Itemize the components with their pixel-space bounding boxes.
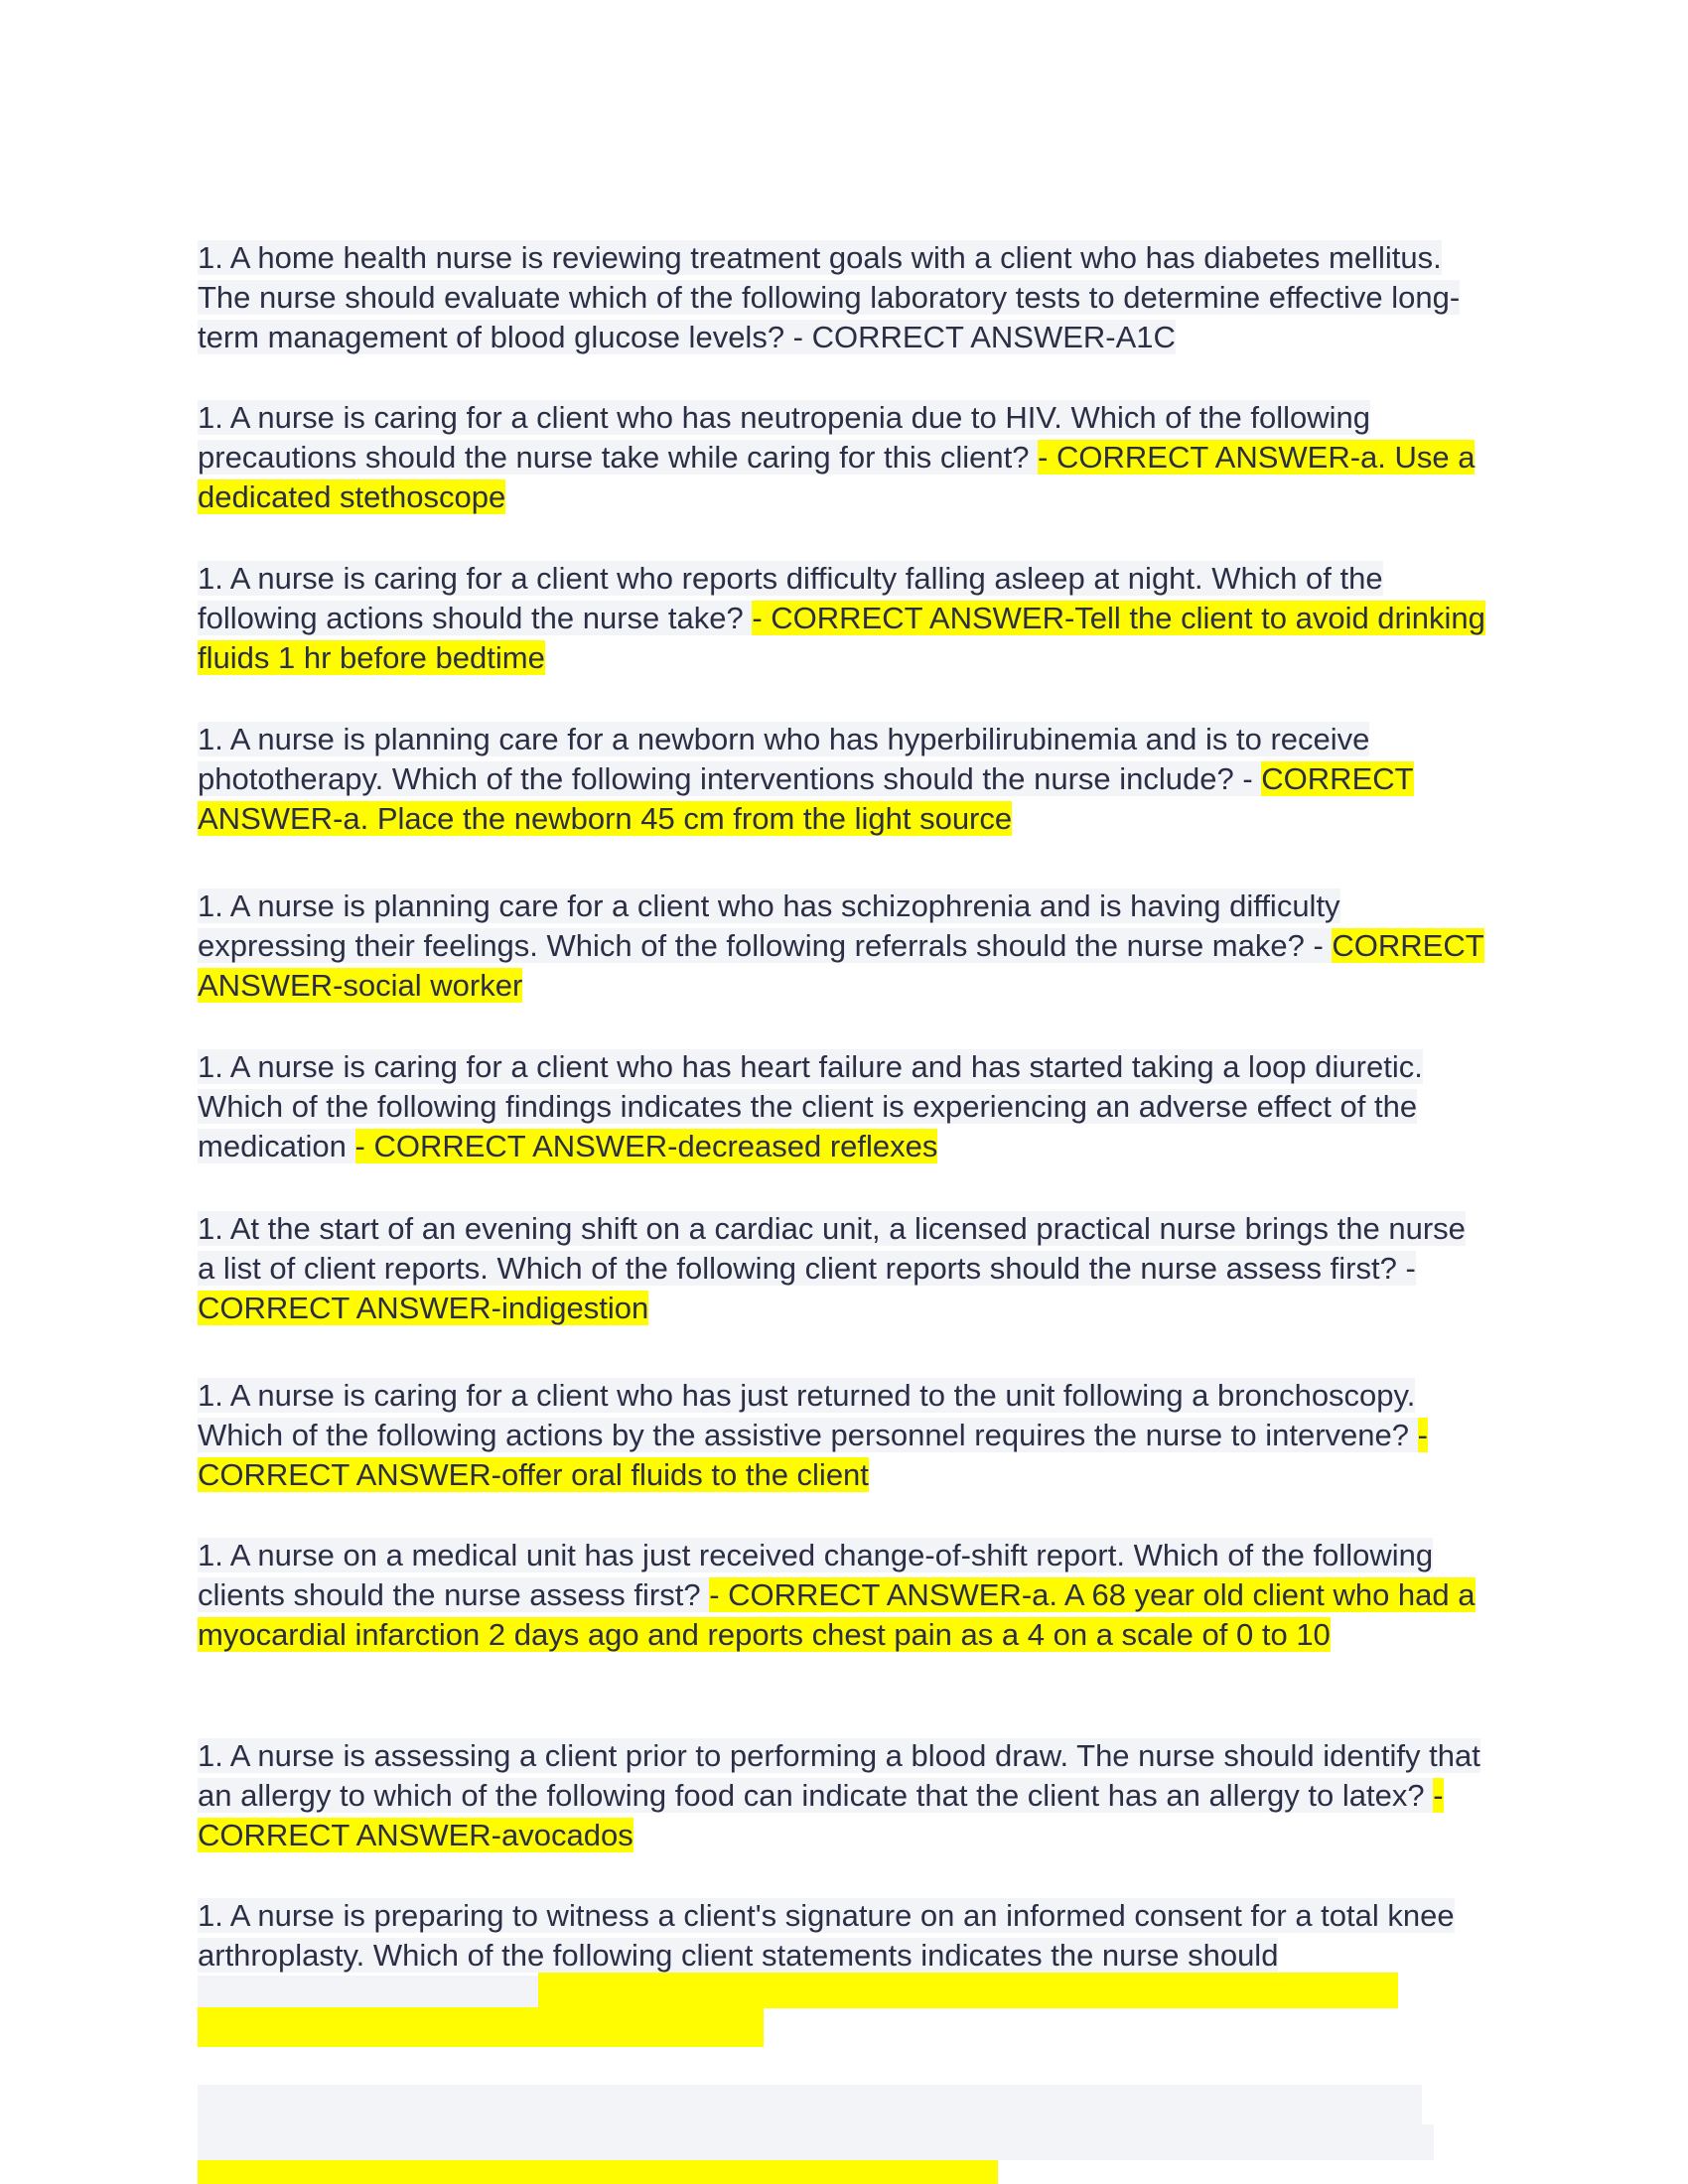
qa-item-8 bbox=[198, 1376, 1488, 1495]
qa-item-7 bbox=[198, 1209, 1488, 1328]
question-text: 1. A nurse is caring for a client who has neutropenia due to HIV. Which of the following precautions should the nurse take while caring for this client? bbox=[198, 400, 1370, 475]
qa-item-9 bbox=[198, 1536, 1488, 1655]
question-text: 1. At the start of an evening shift on a cardiac unit, a licensed practical nurse brings the nurse a list of client reports. Which of the following client reports should the nurse assess first? - bbox=[198, 1211, 1466, 1286]
question-text: 1. A nurse is preparing to witness a client's signature on an informed consent for a total knee arthroplasty. Which of the following client statements indicates the nurse should bbox=[198, 1898, 1455, 1973]
answer-highlight: - CORRECT ANSWER-decreased reflexes bbox=[354, 1129, 938, 1163]
answer-highlight: - CORRECT ANSWER-a. A 68 year old client who had a myocardial infarction 2 days ago and reports chest pain as a 4 on a scale of 0 to 10 bbox=[198, 1577, 1476, 1652]
answer-highlight: CORRECT ANSWER-social worker bbox=[198, 928, 1484, 1003]
question-text: 1. A nurse is planning care for a newborn who has hyperbilirubinemia and is to receive phototherapy. Which of the following interventions should the nurse include? - bbox=[198, 722, 1370, 796]
qa-item-6 bbox=[198, 1047, 1488, 1166]
question-text: 1. A nurse on a medical unit has just received change-of-shift report. Which of the following clients should the nurse assess first? bbox=[198, 1538, 1434, 1612]
question-text: 1. A home health nurse is reviewing treatment goals with a client who has diabetes mellitus. The nurse should evaluate which of the following laboratory tests to determine effective long-term management of blood glucose levels? - CORRECT ANSWER-A1C bbox=[198, 240, 1461, 354]
qa-item-10 bbox=[198, 1736, 1488, 1855]
question-text: 1. A nurse is planning care for a client who has schizophrenia and is having difficulty expressing their feelings. Which of the following referrals should the nurse make? - bbox=[198, 888, 1340, 963]
redacted-text-block bbox=[198, 2124, 1434, 2160]
answer-highlight: - CORRECT ANSWER-Tell the client to avoid drinking fluids 1 hr before bedtime bbox=[198, 601, 1485, 675]
answer-highlight: CORRECT ANSWER-a. Place the newborn 45 cm from the light source bbox=[198, 761, 1414, 836]
redacted-answer-block bbox=[538, 1973, 1398, 2008]
redacted-text-block bbox=[198, 1976, 538, 2007]
answer-highlight: - CORRECT ANSWER-avocados bbox=[198, 1778, 1444, 1852]
redacted-answer-block bbox=[198, 2160, 998, 2184]
redacted-answer-block bbox=[198, 2007, 764, 2047]
redacted-text-block bbox=[198, 2085, 1422, 2124]
answer-highlight: - CORRECT ANSWER-a. Use a dedicated stethoscope bbox=[198, 440, 1476, 514]
question-text: 1. A nurse is caring for a client who has heart failure and has started taking a loop diuretic. Which of the following findings indicates the client is experiencing an adverse effect of the medication bbox=[198, 1049, 1423, 1163]
question-text: 1. A nurse is caring for a client who has just returned to the unit following a bronchoscopy. Which of the following actions by the assistive personnel requires the nurse to intervene? bbox=[198, 1378, 1418, 1452]
answer-highlight: CORRECT ANSWER-indigestion bbox=[198, 1291, 649, 1325]
qa-item-11 bbox=[198, 1896, 1488, 1976]
question-text: 1. A nurse is caring for a client who reports difficulty falling asleep at night. Which of the following actions should the nurse take? bbox=[198, 561, 1383, 635]
qa-item-4 bbox=[198, 720, 1488, 839]
answer-highlight: - CORRECT ANSWER-offer oral fluids to the client bbox=[198, 1418, 1428, 1492]
qa-item-1 bbox=[198, 238, 1488, 357]
qa-item-2 bbox=[198, 398, 1488, 517]
qa-item-5 bbox=[198, 887, 1488, 1006]
question-text: 1. A nurse is assessing a client prior to performing a blood draw. The nurse should identify that an allergy to which of the following food can indicate that the client has an allergy to latex? bbox=[198, 1738, 1480, 1813]
qa-item-3 bbox=[198, 559, 1488, 678]
